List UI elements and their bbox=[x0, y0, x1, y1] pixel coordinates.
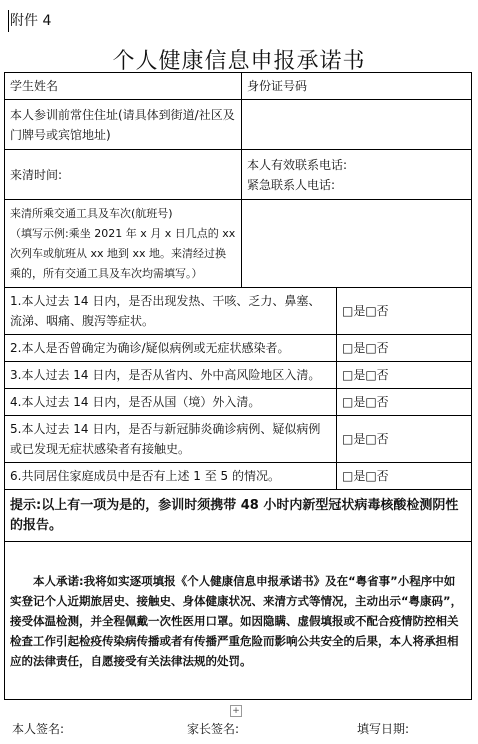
question-3-options[interactable]: □是□否 bbox=[337, 362, 472, 389]
question-2: 2.本人是否曾确定为确诊/疑似病例或无症状感染者。 bbox=[5, 335, 337, 362]
phone-emergency-label: 紧急联系人电话: bbox=[247, 177, 336, 192]
question-5: 5.本人过去 14 日内，是否与新冠肺炎确诊病例、疑似病例或已发现无症状感染者有接触史。 bbox=[5, 416, 337, 463]
table-resize-handle[interactable]: + bbox=[230, 705, 242, 717]
transport-cell bbox=[5, 200, 242, 288]
notice-text: 提示:以上有一项为是的，参训时须携带 48 小时内新型冠状病毒核酸检测阴性的报告。 bbox=[5, 490, 472, 542]
question-1-options[interactable]: □是□否 bbox=[337, 288, 472, 335]
declaration-table bbox=[4, 72, 472, 700]
parent-signature-label: 家长签名: bbox=[187, 722, 240, 736]
question-6: 6.共同居住家庭成员中是否有上述 1 至 5 的情况。 bbox=[5, 463, 337, 490]
transport-hint: （填写示例:乘坐 2021 年 x 月 x 日几点的 xx 次列车或航班从 xx 地到 xx 地。来清经过换乘的，所有交通工具及车次均需填写。） bbox=[10, 226, 236, 280]
question-6-options[interactable]: □是□否 bbox=[337, 463, 472, 490]
question-4-options[interactable]: □是□否 bbox=[337, 389, 472, 416]
date-label: 填写日期: bbox=[357, 722, 410, 736]
question-4: 4.本人过去 14 日内，是否从国（境）外入清。 bbox=[5, 389, 337, 416]
self-signature-label: 本人签名: bbox=[12, 722, 65, 736]
page-title: 个人健康信息申报承诺书 bbox=[112, 49, 366, 74]
residence-address-label: 本人参训前常住住址(请具体到街道/社区及门牌号或宾馆地址) bbox=[5, 100, 242, 150]
pledge-text: 本人承诺:我将如实逐项填报《个人健康信息申报承诺书》及在“粤省事”小程序中如实登记个人近期旅居史、接触史、身体健康状况、来清方式等情况，主动出示“粤康码”，接受体温检测，并全程佩戴一次性医用口罩。如因隐瞒、虚假填报或不配合疫情防控相关检查工作引起检疫传染病传播或者有传播严重危险而影响公共安全的后果，本人将承担相应的法律责任，自愿接受有关法律法规的处罚。 bbox=[5, 542, 472, 700]
question-3: 3.本人过去 14 日内，是否从省内、外中高风险地区入清。 bbox=[5, 362, 337, 389]
phone-self-label: 本人有效联系电话: bbox=[247, 157, 348, 172]
transport-field[interactable] bbox=[242, 200, 472, 288]
residence-address-field[interactable] bbox=[242, 100, 472, 150]
arrival-time-label: 来清时间: bbox=[5, 150, 242, 200]
contact-phones-cell bbox=[242, 150, 472, 200]
question-5-options[interactable]: □是□否 bbox=[337, 416, 472, 463]
attachment-label: 附件 4 bbox=[10, 13, 52, 29]
question-2-options[interactable]: □是□否 bbox=[337, 335, 472, 362]
student-name-label: 学生姓名 bbox=[5, 73, 242, 100]
transport-title: 来清所乘交通工具及车次(航班号) bbox=[10, 206, 173, 220]
id-number-label: 身份证号码 bbox=[242, 73, 472, 100]
text-cursor bbox=[8, 10, 9, 32]
question-1: 1.本人过去 14 日内，是否出现发热、干咳、乏力、鼻塞、流涕、咽痛、腹泻等症状。 bbox=[5, 288, 337, 335]
